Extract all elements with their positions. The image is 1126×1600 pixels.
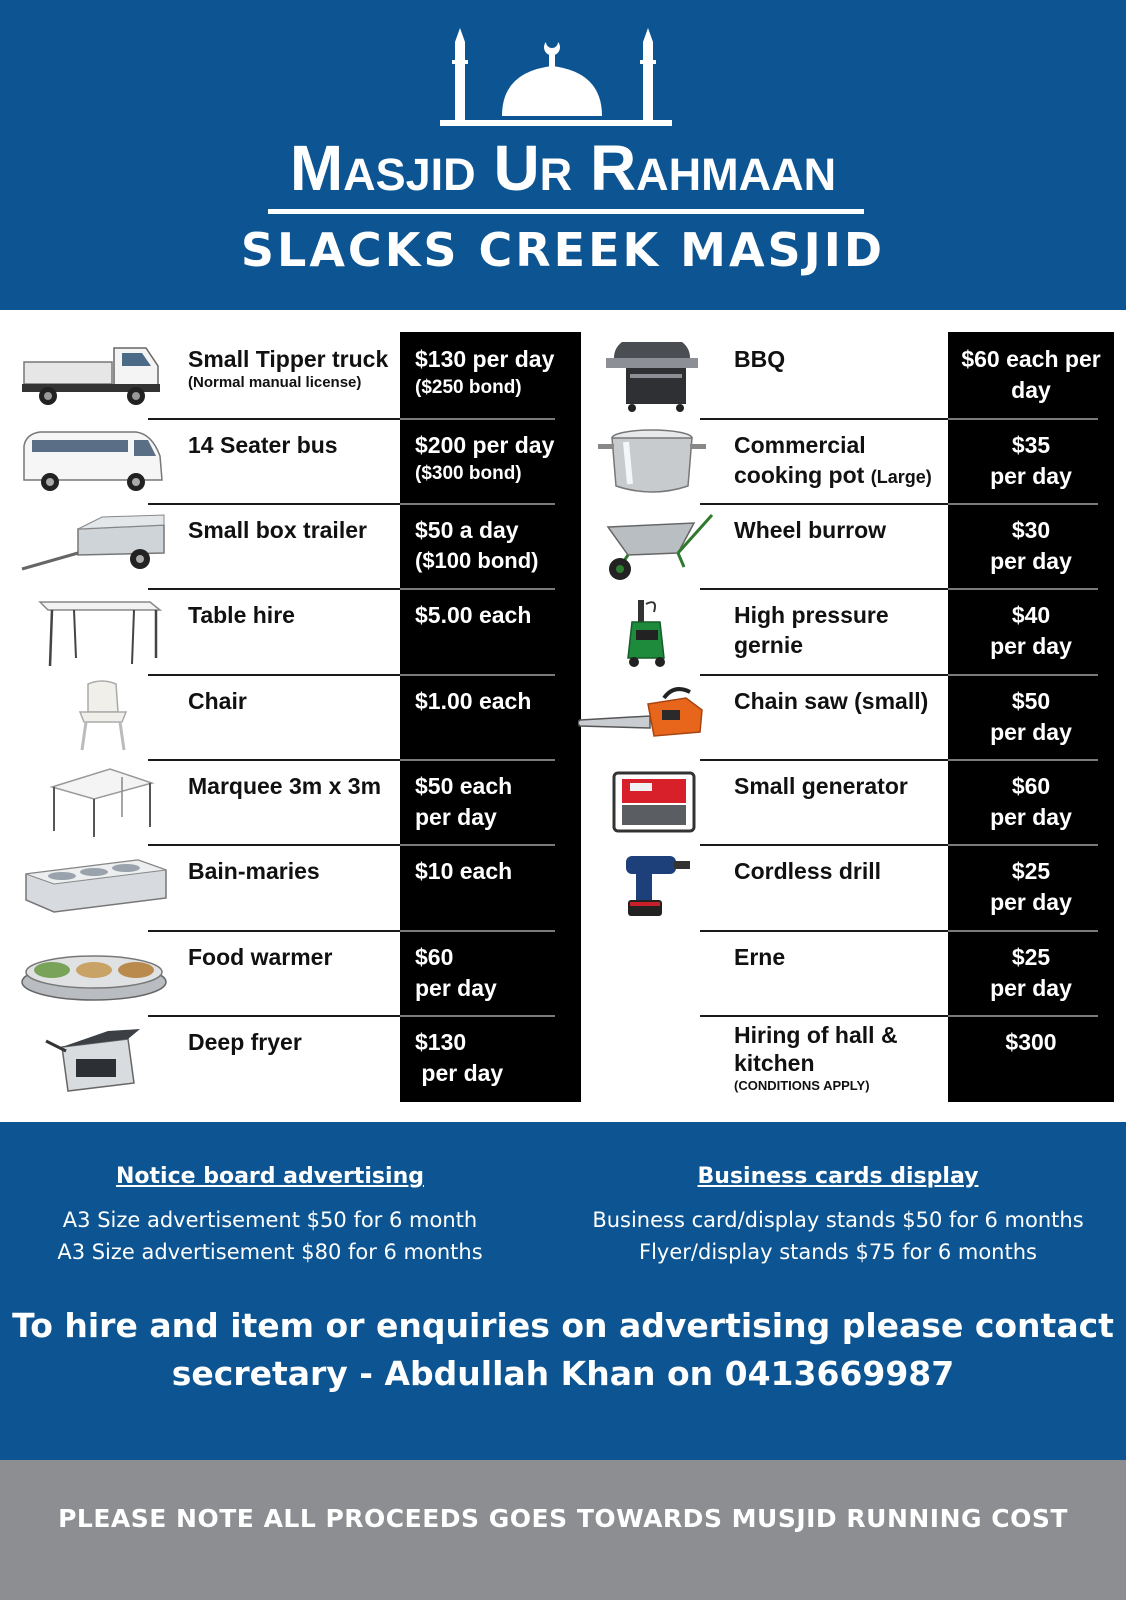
price-sub: ($300 bond)	[415, 463, 522, 484]
item-name	[188, 856, 398, 886]
notice-board-heading: Notice board advertising	[116, 1164, 424, 1189]
proceeds-note: PLEASE NOTE ALL PROCEEDS GOES TOWARDS MUSJID RUNNING COST	[58, 1504, 1068, 1533]
price-sub: per day	[415, 1060, 504, 1086]
item-note: (CONDITIONS APPLY)	[734, 1078, 870, 1093]
price-sub: per day	[990, 889, 1072, 915]
price-main: $130	[415, 1029, 467, 1055]
business-cards-block	[578, 1162, 1098, 1268]
price-main: $1.00 each	[415, 688, 532, 714]
header-banner	[0, 0, 1126, 310]
item-price	[948, 344, 1114, 406]
hire-items-right-column	[580, 332, 1126, 1102]
item-price	[415, 942, 575, 1004]
price-main: $50	[1011, 688, 1051, 714]
masjid-title: Masjid Ur Rahmaan	[289, 132, 837, 204]
item-name	[734, 430, 946, 492]
folding-table-icon	[18, 594, 168, 668]
item-name	[734, 942, 946, 972]
price-main: $40	[1011, 602, 1051, 628]
item-price	[948, 515, 1114, 577]
advertising-section	[0, 1122, 1126, 1460]
hire-item-row	[580, 844, 1126, 930]
minibus-icon	[18, 424, 168, 498]
contact-line: To hire and item or enquiries on advertising please contact	[12, 1306, 1114, 1345]
price-sub: per day	[990, 975, 1072, 1001]
bbq-grill-icon	[586, 338, 718, 412]
price-main: $50 each	[415, 773, 513, 799]
item-price	[948, 600, 1114, 662]
tipper-truck-icon	[18, 338, 168, 412]
item-name-text: Small Tipper truck	[188, 346, 389, 372]
price-main: $25	[1011, 858, 1051, 884]
item-name	[188, 430, 398, 460]
item-name-text: Hiring of hall & kitchen	[734, 1022, 898, 1076]
item-price	[948, 856, 1114, 918]
price-sub: per day	[990, 463, 1072, 489]
mosque-silhouette-icon	[440, 24, 690, 128]
price-main: $60	[415, 944, 454, 970]
price-sub: per day	[415, 804, 497, 830]
footer-banner	[0, 1460, 1126, 1600]
price-main: $50 a day	[415, 517, 519, 543]
notice-board-line: A3 Size advertisement $50 for 6 month	[62, 1208, 478, 1232]
item-name-qualifier: (Large)	[870, 467, 932, 487]
hire-item-row	[580, 674, 1126, 760]
notice-board-line: A3 Size advertisement $80 for 6 months	[57, 1240, 483, 1264]
item-price	[415, 430, 575, 486]
item-name-text: Food warmer	[188, 944, 333, 970]
contact-line: secretary - Abdullah Khan on 0413669987	[171, 1354, 955, 1393]
price-main: $35	[1011, 432, 1051, 458]
hire-item-row	[0, 1015, 582, 1101]
item-name	[188, 771, 398, 801]
price-main: $60 each per day	[961, 346, 1101, 403]
food-warmer-icon	[18, 936, 168, 1010]
item-name-text: Deep fryer	[188, 1029, 302, 1055]
item-price	[415, 344, 575, 400]
item-price	[415, 686, 575, 717]
item-name	[734, 1021, 946, 1095]
item-price	[415, 771, 575, 833]
item-name-text: Small box trailer	[188, 517, 367, 543]
item-price	[948, 686, 1114, 748]
business-cards-line: Flyer/display stands $75 for 6 months	[639, 1240, 1037, 1264]
item-name-text: Chair	[188, 688, 247, 714]
item-name-text: Bain-maries	[188, 858, 320, 884]
masjid-subtitle: SLACKS CREEK MASJID	[240, 223, 886, 277]
price-sub: per day	[990, 719, 1072, 745]
cordless-drill-icon	[586, 850, 718, 924]
hire-price-table	[0, 310, 1126, 1122]
price-sub: ($100 bond)	[415, 548, 539, 573]
hire-item-row	[0, 588, 582, 674]
hire-item-row	[0, 674, 582, 760]
item-price	[948, 1027, 1114, 1058]
hire-item-row	[580, 930, 1126, 1016]
price-main: $5.00 each	[415, 602, 532, 628]
chainsaw-icon	[578, 680, 710, 754]
item-name-text: Small generator	[734, 773, 908, 799]
item-name-text: Marquee 3m x 3m	[188, 773, 382, 799]
item-name	[734, 856, 946, 886]
business-cards-heading: Business cards display	[697, 1164, 979, 1189]
item-name-text: Commercial cooking pot	[734, 432, 866, 488]
wheelbarrow-icon	[586, 509, 718, 583]
hire-item-row	[0, 844, 582, 930]
item-price	[948, 771, 1114, 833]
item-price	[415, 515, 575, 576]
item-name-text: 14 Seater bus	[188, 432, 338, 458]
item-name-text: BBQ	[734, 346, 786, 372]
hire-item-row	[0, 759, 582, 845]
item-note: (Normal manual license)	[188, 374, 362, 391]
item-name	[734, 771, 946, 801]
contact-message	[0, 1302, 1126, 1398]
hire-items-left-column	[0, 332, 582, 1102]
price-sub: per day	[415, 975, 497, 1001]
hire-item-row	[0, 332, 582, 418]
item-name-text: Wheel burrow	[734, 517, 887, 543]
item-price	[948, 942, 1114, 1004]
hire-item-row	[580, 588, 1126, 674]
item-name	[188, 344, 398, 392]
bain-marie-icon	[18, 850, 168, 924]
price-sub: ($250 bond)	[415, 377, 522, 398]
item-name-text: Chain saw (small)	[734, 688, 929, 714]
item-price	[415, 856, 575, 887]
hire-item-row	[580, 418, 1126, 504]
item-name	[734, 344, 946, 374]
item-price	[948, 430, 1114, 492]
price-main: $10 each	[415, 858, 513, 884]
price-main: $200 per day	[415, 432, 555, 458]
price-main: $300	[1005, 1029, 1057, 1055]
item-name-text: Cordless drill	[734, 858, 881, 884]
item-name	[188, 942, 398, 972]
price-main: $130 per day	[415, 346, 555, 372]
item-name	[188, 600, 398, 630]
hire-item-row	[0, 418, 582, 504]
price-main: $30	[1011, 517, 1051, 543]
price-sub: per day	[990, 633, 1072, 659]
price-main: $60	[1011, 773, 1051, 799]
hire-item-row	[0, 930, 582, 1016]
item-price	[415, 1027, 575, 1089]
item-name-text: Erne	[734, 944, 786, 970]
deep-fryer-icon	[18, 1021, 168, 1095]
item-name-text: High pressure gernie	[734, 602, 889, 658]
price-sub: per day	[990, 548, 1072, 574]
hire-item-row	[0, 503, 582, 589]
item-name	[188, 1027, 398, 1057]
business-cards-line: Business card/display stands $50 for 6 months	[592, 1208, 1084, 1232]
plastic-chair-icon	[18, 680, 168, 754]
item-name	[734, 600, 946, 660]
hire-item-row	[580, 503, 1126, 589]
marquee-icon	[18, 765, 168, 839]
price-sub: per day	[990, 804, 1072, 830]
notice-board-block	[20, 1162, 520, 1268]
item-name	[188, 686, 398, 716]
item-name-text: Table hire	[188, 602, 295, 628]
pressure-washer-icon	[586, 594, 718, 668]
hire-item-row	[580, 1015, 1126, 1101]
item-name	[734, 515, 946, 545]
hire-item-row	[580, 332, 1126, 418]
title-underline	[268, 209, 864, 214]
item-name	[734, 686, 946, 716]
price-main: $25	[1011, 944, 1051, 970]
cooking-pot-icon	[586, 424, 718, 498]
hire-item-row	[580, 759, 1126, 845]
box-trailer-icon	[18, 509, 168, 583]
item-name	[188, 515, 398, 545]
generator-icon	[586, 765, 718, 839]
item-price	[415, 600, 575, 631]
